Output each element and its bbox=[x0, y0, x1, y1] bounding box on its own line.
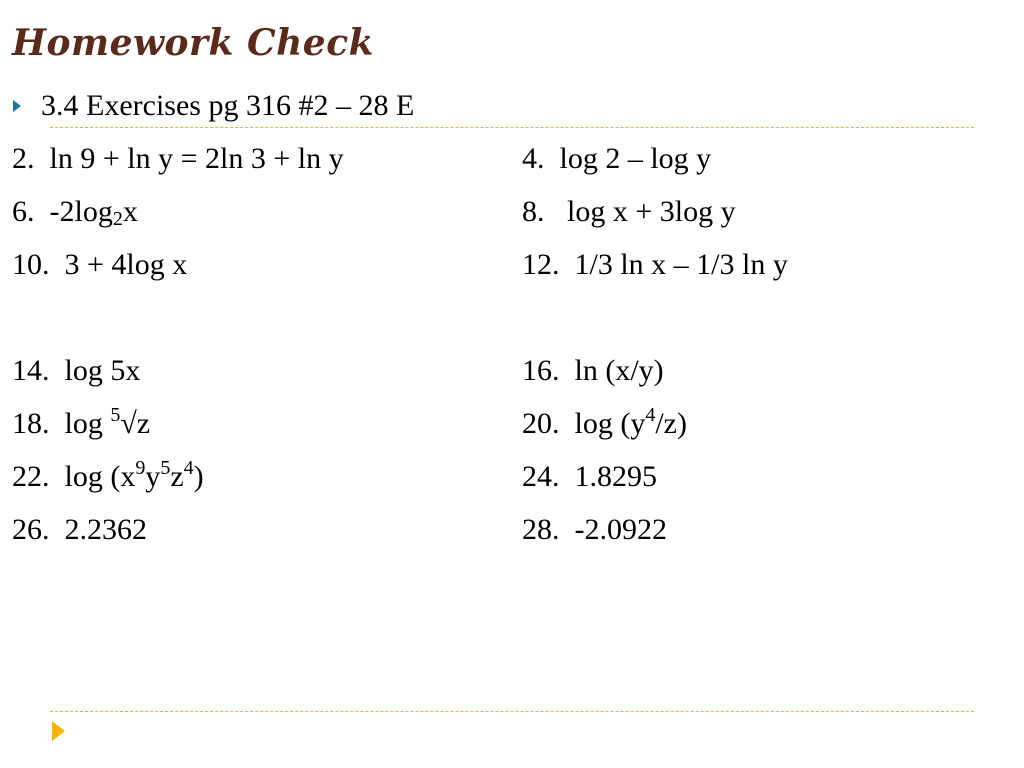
answer-text-part: log (y bbox=[574, 407, 646, 440]
answer-item bbox=[12, 141, 344, 177]
answer-text-part: log (x bbox=[64, 460, 136, 493]
answer-item bbox=[522, 406, 687, 442]
answer-superscript: 5 bbox=[160, 457, 171, 479]
answer-number: 10. bbox=[12, 248, 50, 281]
answer-item bbox=[522, 512, 667, 548]
answer-text: 1.8295 bbox=[574, 460, 657, 493]
bottom-divider bbox=[50, 711, 974, 712]
answer-item bbox=[522, 353, 664, 389]
answer-text: 3 + 4log x bbox=[64, 248, 188, 281]
answer-number: 14. bbox=[12, 354, 50, 387]
answer-text: 2.2362 bbox=[64, 513, 147, 546]
answer-number: 4. bbox=[522, 142, 545, 175]
answer-superscript: 5 bbox=[110, 404, 121, 426]
answer-text-part: -2log bbox=[49, 195, 113, 228]
answer-text: log 5x bbox=[64, 354, 141, 387]
answer-number: 8. bbox=[522, 195, 545, 228]
answer-item bbox=[522, 141, 711, 177]
answer-item bbox=[12, 406, 150, 442]
answer-item bbox=[12, 512, 147, 548]
answer-text: log 2 – log y bbox=[559, 142, 712, 175]
answer-number: 16. bbox=[522, 354, 560, 387]
slide-title: Homework Check bbox=[12, 22, 375, 64]
top-divider bbox=[50, 127, 974, 128]
answer-item bbox=[522, 247, 788, 283]
answer-subscript: 2 bbox=[112, 208, 123, 230]
answer-text: -2.0922 bbox=[574, 513, 667, 546]
answer-number: 12. bbox=[522, 248, 560, 281]
answer-number: 20. bbox=[522, 407, 560, 440]
answer-number: 28. bbox=[522, 513, 560, 546]
answer-item bbox=[12, 194, 138, 237]
answer-text: ln 9 + ln y = 2ln 3 + ln y bbox=[49, 142, 344, 175]
answer-number: 24. bbox=[522, 460, 560, 493]
answer-item bbox=[12, 353, 140, 389]
answer-number: 18. bbox=[12, 407, 50, 440]
corner-arrow-icon bbox=[52, 721, 65, 741]
answer-item bbox=[12, 247, 187, 283]
answer-text-part: x bbox=[122, 195, 138, 228]
answer-superscript: 4 bbox=[645, 404, 656, 426]
answer-item bbox=[12, 459, 204, 495]
answer-text-part: √z bbox=[120, 407, 151, 440]
answer-number: 2. bbox=[12, 142, 35, 175]
answer-text-part: z bbox=[170, 460, 184, 493]
answer-item bbox=[522, 194, 736, 230]
answer-superscript: 4 bbox=[183, 457, 194, 479]
answer-text-part: y bbox=[145, 460, 161, 493]
bullet-item bbox=[12, 86, 414, 126]
answer-number: 26. bbox=[12, 513, 50, 546]
answer-text: 1/3 ln x – 1/3 ln y bbox=[574, 248, 788, 281]
answer-text-part: /z) bbox=[655, 407, 687, 440]
answer-superscript: 9 bbox=[135, 457, 146, 479]
answer-text: ln (x/y) bbox=[574, 354, 664, 387]
answer-item bbox=[522, 459, 657, 495]
answer-number: 6. bbox=[12, 195, 35, 228]
answer-text-part: log bbox=[64, 407, 111, 440]
answer-text: log x + 3log y bbox=[567, 195, 736, 228]
bullet-arrow-icon bbox=[13, 100, 21, 112]
bullet-text: 3.4 Exercises pg 316 #2 – 28 E bbox=[41, 89, 415, 122]
answer-text-part: ) bbox=[193, 460, 204, 493]
answer-number: 22. bbox=[12, 460, 50, 493]
